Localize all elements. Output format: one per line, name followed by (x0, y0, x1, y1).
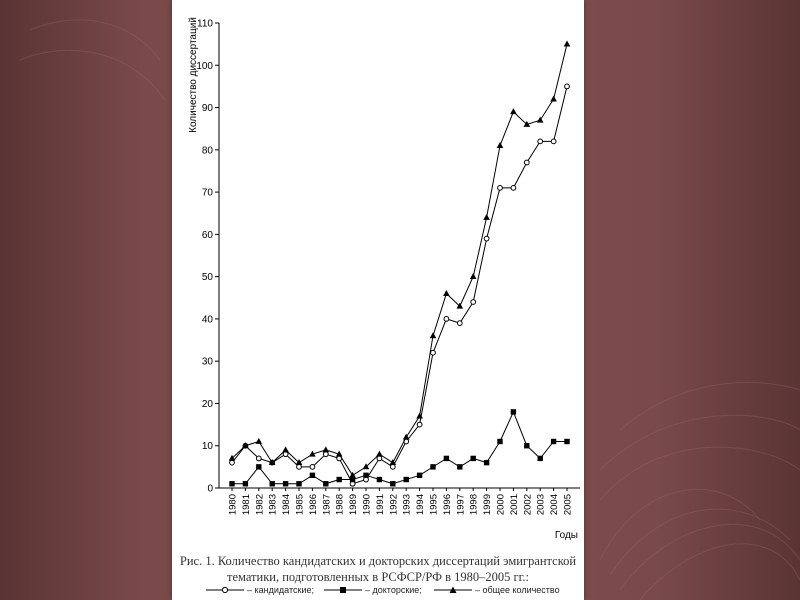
legend-item-total (434, 584, 560, 598)
x-tick-label: 1988 (334, 494, 346, 516)
point-candidate (511, 185, 516, 190)
point-total (483, 214, 490, 220)
point-candidate (538, 139, 543, 144)
point-total (550, 95, 557, 101)
point-candidate (444, 317, 449, 322)
point-doctoral (430, 464, 435, 469)
point-doctoral (283, 481, 288, 486)
x-tick-label: 1984 (281, 494, 293, 516)
x-tick-label: 1993 (401, 494, 413, 516)
y-tick-label: 60 (201, 229, 213, 241)
point-total (564, 41, 571, 47)
point-candidate (524, 160, 529, 165)
x-tick-label: 2005 (562, 494, 574, 516)
legend-item-doctoral (324, 584, 422, 598)
point-total (376, 451, 383, 457)
point-doctoral (457, 464, 462, 469)
series-line-1 (232, 412, 567, 484)
point-doctoral (296, 481, 301, 486)
y-tick-label: 10 (201, 441, 213, 453)
point-total (256, 438, 263, 444)
point-doctoral (229, 481, 234, 486)
point-candidate (256, 456, 261, 461)
y-tick-label: 100 (196, 60, 213, 72)
point-doctoral (310, 473, 315, 478)
x-tick-label: 2002 (522, 494, 534, 516)
y-tick-label: 70 (201, 187, 213, 199)
x-tick-label: 1996 (441, 494, 453, 516)
filled-triangle-line-icon (434, 585, 472, 595)
point-total (403, 434, 410, 440)
x-tick-label: 1992 (388, 494, 400, 516)
point-doctoral (524, 443, 529, 448)
point-doctoral (270, 481, 275, 486)
point-candidate (230, 460, 235, 465)
point-total (282, 446, 289, 452)
point-doctoral (323, 481, 328, 486)
x-tick-label: 1994 (415, 494, 427, 516)
x-tick-label: 1986 (307, 494, 319, 516)
x-tick-label: 2001 (508, 494, 520, 516)
point-total (510, 108, 517, 114)
series-line-0 (232, 86, 567, 483)
point-doctoral (363, 473, 368, 478)
y-tick-label: 30 (201, 356, 213, 368)
line-chart (172, 0, 584, 545)
point-total (537, 117, 544, 123)
x-tick-label: 1989 (348, 494, 360, 516)
point-doctoral (243, 481, 248, 486)
point-candidate (297, 464, 302, 469)
point-candidate (565, 84, 570, 89)
point-doctoral (497, 439, 502, 444)
x-tick-label: 1999 (482, 494, 494, 516)
y-axis-title: Количество диссертаций (188, 17, 199, 133)
x-tick-label: 1981 (240, 494, 252, 516)
point-candidate (283, 452, 288, 457)
point-candidate (471, 300, 476, 305)
x-tick-label: 1985 (294, 494, 306, 516)
point-total (349, 472, 356, 478)
point-doctoral (404, 477, 409, 482)
series-line-2 (232, 44, 567, 475)
caption-line-1: Рис. 1. Количество кандидатских и докторских диссертаций эмигрантской (179, 554, 577, 568)
point-candidate (457, 321, 462, 326)
x-tick-label: 1983 (267, 494, 279, 516)
point-doctoral (564, 439, 569, 444)
y-tick-label: 110 (197, 18, 213, 30)
y-tick-label: 20 (201, 398, 213, 410)
x-tick-label: 1997 (455, 494, 467, 516)
x-tick-label: 1998 (468, 494, 480, 516)
y-tick-label: 50 (201, 272, 213, 284)
point-candidate (484, 236, 489, 241)
y-tick-label: 80 (201, 145, 213, 157)
caption-line-2: тематики, подготовленных в РСФСР/РФ в 1980–2005 гг.: (227, 570, 529, 584)
x-tick-label: 1991 (374, 494, 386, 516)
point-doctoral (538, 456, 543, 461)
x-tick-label: 2003 (535, 494, 547, 516)
x-tick-label: 1987 (321, 494, 333, 516)
point-doctoral (337, 477, 342, 482)
point-total (430, 332, 437, 338)
point-doctoral (256, 464, 261, 469)
y-tick-label: 90 (201, 103, 213, 115)
open-circle-line-icon (206, 585, 244, 595)
point-candidate (498, 185, 503, 190)
point-doctoral (417, 473, 422, 478)
point-candidate (377, 456, 382, 461)
point-candidate (390, 464, 395, 469)
point-candidate (431, 350, 436, 355)
x-tick-label: 1980 (227, 494, 239, 516)
point-doctoral (471, 456, 476, 461)
point-total (497, 142, 504, 148)
point-total (470, 273, 477, 279)
legend-label-total: – общее количество (475, 584, 560, 595)
y-tick-label: 40 (201, 314, 213, 326)
point-candidate (417, 422, 422, 427)
y-tick-label: 0 (207, 483, 213, 495)
legend-item-candidate (206, 584, 314, 598)
point-candidate (323, 452, 328, 457)
legend-label-candidate: – кандидатские; (247, 584, 314, 595)
point-doctoral (484, 460, 489, 465)
point-doctoral (551, 439, 556, 444)
point-doctoral (444, 456, 449, 461)
point-doctoral (377, 477, 382, 482)
x-tick-label: 1995 (428, 494, 440, 516)
point-doctoral (390, 481, 395, 486)
point-total (443, 290, 450, 296)
filled-square-line-icon (324, 585, 362, 595)
x-tick-label: 2004 (549, 494, 561, 516)
x-tick-label: 1990 (361, 494, 373, 516)
x-tick-label: 2000 (495, 494, 507, 516)
figure-caption (178, 553, 578, 585)
x-tick-label: 1982 (254, 494, 266, 516)
point-candidate (310, 464, 315, 469)
figure-page (172, 0, 584, 600)
legend-label-doctoral: – докторские; (365, 584, 422, 595)
chart-legend (172, 584, 584, 598)
point-total (323, 446, 330, 452)
point-candidate (551, 139, 556, 144)
point-doctoral (511, 409, 516, 414)
x-axis-title: Годы (554, 530, 578, 541)
